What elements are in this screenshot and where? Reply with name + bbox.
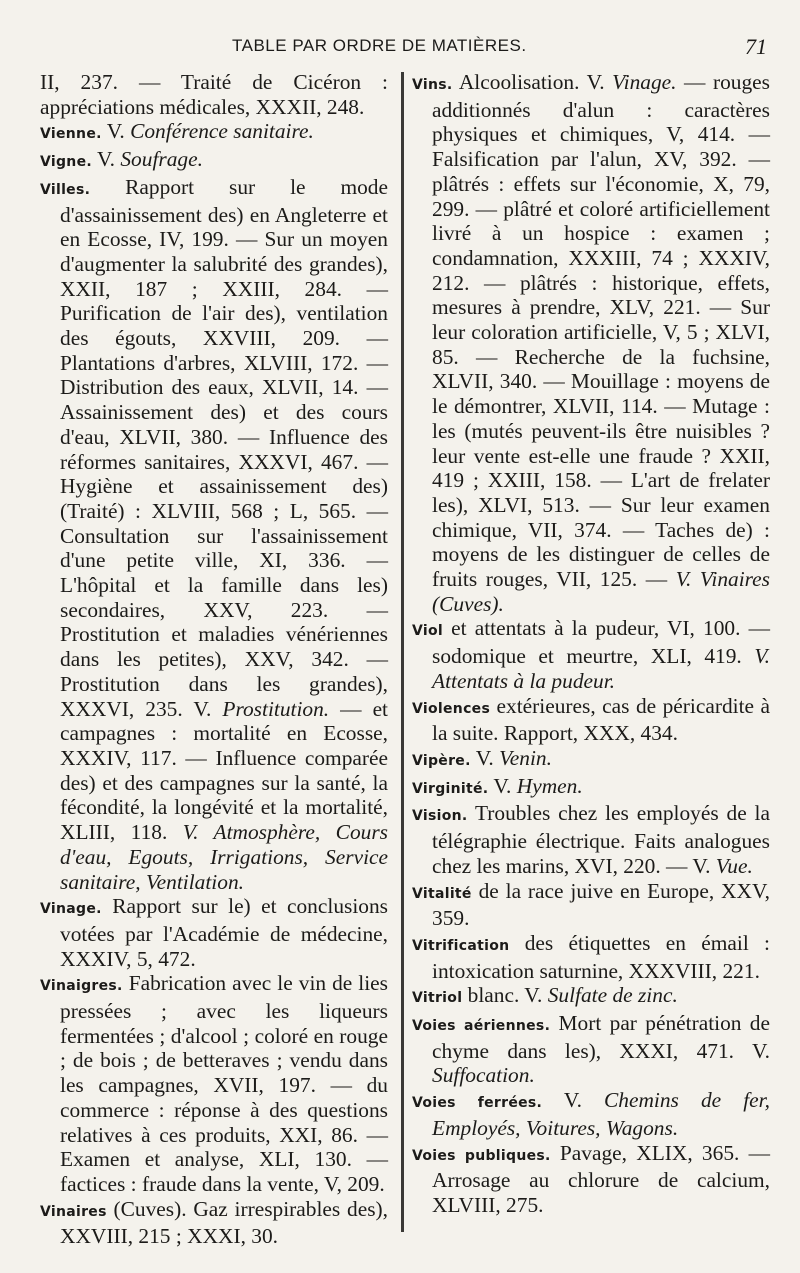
entry-text: et attentats à la pudeur, VI, 100. — sodomique et meurtre, XLI, 419. (432, 616, 770, 669)
index-entry (412, 1011, 770, 1088)
index-entry (40, 147, 388, 175)
entry-text: Soufrage. (120, 147, 203, 172)
index-entry (412, 774, 770, 802)
entry-text: V. Atmosphère, Cours d'eau, Egouts, Irrigations, Service sanitaire, Ventilation. (60, 820, 388, 894)
entry-text: Mort par pénétration de chyme dans les), XXXI, 471. V. (432, 1011, 770, 1063)
entry-text: Suffocation. (432, 1063, 535, 1088)
entry-keyword: Vitriol (412, 990, 463, 1007)
index-entry (40, 119, 388, 147)
entry-keyword: Virginité. (412, 780, 489, 797)
entry-text: Alcoolisation. V. (452, 70, 613, 94)
entry-keyword: Vipère. (412, 752, 471, 769)
entry-text: V. Vinaires (Cuves). (432, 567, 770, 616)
entry-text: V. (488, 773, 517, 798)
entry-text: V. (470, 745, 500, 770)
index-entry (412, 879, 770, 931)
entry-text: Sulfate de zinc. (547, 983, 678, 1008)
entry-keyword: Vinaigres. (40, 978, 123, 995)
index-entry (412, 801, 770, 878)
index-entry (412, 983, 770, 1011)
page-number: 71 (745, 34, 767, 59)
index-entry (412, 70, 770, 616)
entry-keyword: Vitrification (412, 937, 510, 954)
entry-text: (Cuves). Gaz irrespirables des), XXVIII, 215 ; XXXI, 30. (60, 1196, 388, 1249)
entry-text: extérieures, cas de péricardite à la suite. Rapport, XXX, 434. (432, 693, 770, 746)
entry-keyword: Vigne. (40, 154, 92, 171)
entry-text: V. Attentats à la pudeur. (432, 644, 770, 693)
entry-text: Conférence sanitaire. (130, 119, 314, 144)
index-entry (412, 1141, 770, 1218)
entry-text: Chemins de fer, Employés, Voitures, Wagons. (432, 1088, 770, 1140)
entry-text: V. (92, 147, 121, 172)
left-column (40, 70, 388, 1249)
entry-text: Vue. (715, 853, 753, 878)
entry-text: Fabrication avec le vin de lies pressées ; avec les liqueurs fermentées ; d'alcool ; coloré en rouge ; de bois ; de betteraves ; vendu dans les campagnes, XVII, 197. — du commerce : réponse à des questions relatives à ces produits, XXI, 86. — Examen et analyse, XLI, 130. — factices : fraude dans la vente, V, 209. (60, 971, 388, 1196)
index-entry (40, 1197, 388, 1249)
index-entry (412, 1088, 770, 1140)
entry-text: de la race juive en Europe, XXV, 359. (432, 878, 770, 931)
entry-text: Troubles chez les employés de la télégraphie électrique. Faits analogues chez les marins, XVI, 220. — V. (432, 801, 770, 878)
entry-text: Rapport sur le) et conclusions votées par l'Académie de médecine, XXXIV, 5, 472. (60, 894, 388, 971)
index-entry (40, 70, 388, 119)
column-divider (401, 72, 404, 1232)
entry-text: Rapport sur le mode d'assainissement des) en Angleterre et en Ecosse, IV, 199. — Sur un moyen d'augmenter la salubrité des grandes), XXII, 187 ; XXIII, 284. — Purification de l'air des), ventilation des égouts, XXVIII, 209. — Plantations d'arbres, XLVIII, 172. — Distribution des eaux, XLVII, 14. — Assainissement des) et des cours d'eau, XLVII, 380. — Influence des réformes sanitaires, XXXVI, 467. — Hygiène et assainissement des) (Traité) : XLVIII, 568 ; L, 565. — Consultation sur l'assainissement d'une petite ville, XI, 336. — L'hôpital et la famille dans les) secondaires, XXV, 223. — Prostitution et maladies vénériennes dans les petites), XXV, 342. — Prostitution dans les grandes), XXXVI, 235. V. (60, 174, 388, 721)
index-entry (412, 931, 770, 983)
index-entry (40, 894, 388, 971)
index-entry (412, 746, 770, 774)
page-title: TABLE PAR ORDRE DE MATIÈRES. (232, 36, 527, 55)
entry-text: Hymen. (516, 773, 583, 798)
index-entry (412, 694, 770, 746)
entry-text: — et campagnes : mortalité en Ecosse, XXXIV, 117. — Influence comparée des) et des campagnes sur la santé, la fécondité, la longévité et la mortalité, XLIII, 118. (60, 696, 389, 845)
entry-text: II, 237. — Traité de Cicéron : appréciations médicales, XXXII, 248. (40, 70, 388, 119)
entry-keyword: Vins. (412, 77, 453, 93)
entry-keyword: Vision. (412, 808, 468, 825)
entry-keyword: Voies publiques. (412, 1147, 551, 1164)
entry-keyword: Vitalité (412, 885, 472, 902)
entry-text: V. (101, 119, 131, 144)
entry-keyword: Vinaires (40, 1203, 107, 1220)
entry-keyword: Voies aériennes. (412, 1018, 551, 1035)
entry-keyword: Viol (412, 623, 444, 640)
index-entry (40, 971, 388, 1196)
entry-text: Pavage, XLIX, 365. — Arrosage au chlorure de calcium, XLVIII, 275. (432, 1140, 771, 1217)
right-column (412, 70, 770, 1218)
index-entry (40, 175, 388, 894)
entry-keyword: Villes. (40, 181, 91, 198)
entry-text: — rouges additionnés d'alun : caractères physiques et chimiques, V, 414. — Falsification par l'alun, XV, 392. — plâtrés : effets sur l'économie, X, 79, 299. — plâtré et coloré artificiellement livré à un hospice : examen ; condamnation, XXXIII, 74 ; XXXIV, 212. — plâtrés : historique, effets, mesures à prendre, XLV, 221. — Sur leur coloration artificielle, V, 5 ; XLVI, 85. — Recherche de la fuchsine, XLVII, 340. — Mouillage : moyens de le démontrer, XLVII, 114. — Mutage : les (mutés peuvent-ils être nuisibles ? leur vente est-elle une fraude ? XXII, 419 ; XXIII, 158. — L'art de frelater les), XLVI, 513. — Sur leur examen chimique, VII, 374. — Taches de) : moyens de les distinguer de celles de fruits rouges, VII, 125. — (432, 70, 770, 592)
entry-text: des étiquettes en émail : intoxication saturnine, XXXVIII, 221. (432, 930, 770, 983)
index-entry (412, 616, 770, 693)
entry-text: Vinage. (612, 70, 677, 94)
entry-text: V. (542, 1088, 604, 1113)
entry-text: Prostitution. (222, 696, 330, 721)
page-header (0, 36, 800, 62)
entry-text: blanc. V. (462, 983, 548, 1008)
entry-keyword: Vinage. (40, 901, 102, 918)
entry-text: Venin. (499, 745, 552, 770)
entry-keyword: Violences (412, 700, 491, 717)
entry-keyword: Vienne. (40, 126, 102, 143)
entry-keyword: Voies ferrées. (412, 1095, 543, 1112)
